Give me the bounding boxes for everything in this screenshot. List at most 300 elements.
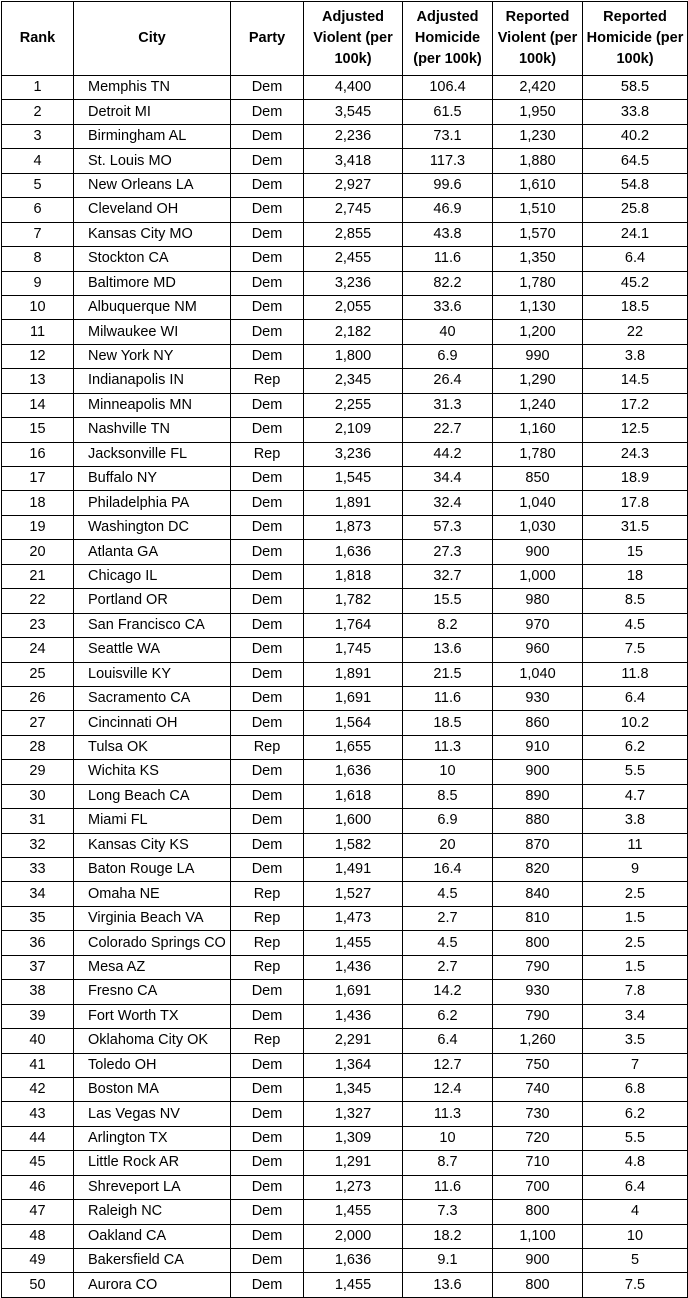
cell-adjusted-violent: 2,055: [304, 295, 403, 319]
cell-city: Boston MA: [74, 1077, 231, 1101]
table-row: [2, 735, 688, 759]
cell-adjusted-homicide: 73.1: [403, 124, 493, 148]
cell-city: Tulsa OK: [74, 735, 231, 759]
cell-reported-violent: 890: [493, 784, 583, 808]
cell-reported-violent: 820: [493, 858, 583, 882]
cell-reported-violent: 900: [493, 540, 583, 564]
cell-party: Dem: [231, 149, 304, 173]
cell-rank: 40: [2, 1029, 74, 1053]
cell-adjusted-violent: 1,691: [304, 686, 403, 710]
cell-rank: 36: [2, 931, 74, 955]
cell-city: Nashville TN: [74, 418, 231, 442]
cell-reported-homicide: 31.5: [583, 515, 688, 539]
cell-adjusted-violent: 1,327: [304, 1102, 403, 1126]
cell-reported-homicide: 25.8: [583, 198, 688, 222]
cell-reported-homicide: 6.2: [583, 1102, 688, 1126]
cell-reported-homicide: 6.4: [583, 1175, 688, 1199]
cell-adjusted-violent: 3,236: [304, 442, 403, 466]
cell-rank: 50: [2, 1273, 74, 1297]
cell-reported-violent: 960: [493, 638, 583, 662]
cell-adjusted-homicide: 9.1: [403, 1249, 493, 1273]
cell-reported-homicide: 3.8: [583, 809, 688, 833]
cell-party: Rep: [231, 369, 304, 393]
cell-reported-violent: 1,570: [493, 222, 583, 246]
cell-adjusted-homicide: 16.4: [403, 858, 493, 882]
table-row: [2, 295, 688, 319]
cell-reported-homicide: 7.5: [583, 1273, 688, 1297]
cell-party: Dem: [231, 1175, 304, 1199]
header-rank: Rank: [2, 2, 74, 76]
cell-rank: 31: [2, 809, 74, 833]
cell-adjusted-homicide: 12.4: [403, 1077, 493, 1101]
cell-reported-homicide: 5.5: [583, 760, 688, 784]
table-body: [2, 76, 688, 1298]
cell-rank: 32: [2, 833, 74, 857]
table-row: [2, 906, 688, 930]
cell-rank: 3: [2, 124, 74, 148]
table-row: [2, 76, 688, 100]
cell-party: Dem: [231, 686, 304, 710]
cell-party: Dem: [231, 1077, 304, 1101]
cell-city: Mesa AZ: [74, 955, 231, 979]
table-row: [2, 540, 688, 564]
table-row: [2, 393, 688, 417]
table-row: [2, 613, 688, 637]
table-row: [2, 369, 688, 393]
cell-adjusted-violent: 1,636: [304, 760, 403, 784]
table-row: [2, 320, 688, 344]
cell-adjusted-homicide: 18.5: [403, 711, 493, 735]
cell-party: Rep: [231, 955, 304, 979]
table-row: [2, 833, 688, 857]
cell-adjusted-homicide: 4.5: [403, 931, 493, 955]
cell-reported-homicide: 10: [583, 1224, 688, 1248]
cell-city: Kansas City MO: [74, 222, 231, 246]
table-row: [2, 1224, 688, 1248]
cell-party: Dem: [231, 393, 304, 417]
cell-city: Portland OR: [74, 589, 231, 613]
cell-adjusted-violent: 2,236: [304, 124, 403, 148]
cell-adjusted-homicide: 6.9: [403, 809, 493, 833]
cell-reported-homicide: 3.8: [583, 344, 688, 368]
cell-adjusted-homicide: 8.2: [403, 613, 493, 637]
cell-city: Cincinnati OH: [74, 711, 231, 735]
cell-adjusted-violent: 1,745: [304, 638, 403, 662]
cell-adjusted-violent: 1,491: [304, 858, 403, 882]
cell-adjusted-violent: 1,291: [304, 1151, 403, 1175]
cell-reported-homicide: 33.8: [583, 100, 688, 124]
cell-rank: 44: [2, 1126, 74, 1150]
cell-reported-violent: 1,780: [493, 271, 583, 295]
cell-adjusted-homicide: 15.5: [403, 589, 493, 613]
table-row: [2, 882, 688, 906]
cell-reported-violent: 1,880: [493, 149, 583, 173]
table-row: [2, 1151, 688, 1175]
cell-adjusted-homicide: 6.4: [403, 1029, 493, 1053]
cell-city: Raleigh NC: [74, 1200, 231, 1224]
table-row: [2, 1249, 688, 1273]
cell-adjusted-homicide: 61.5: [403, 100, 493, 124]
cell-adjusted-violent: 1,436: [304, 955, 403, 979]
cell-adjusted-violent: 1,545: [304, 467, 403, 491]
cell-reported-violent: 1,200: [493, 320, 583, 344]
cell-party: Dem: [231, 1224, 304, 1248]
cell-adjusted-homicide: 33.6: [403, 295, 493, 319]
cell-adjusted-violent: 1,345: [304, 1077, 403, 1101]
cell-adjusted-homicide: 14.2: [403, 980, 493, 1004]
cell-city: Las Vegas NV: [74, 1102, 231, 1126]
cell-reported-violent: 980: [493, 589, 583, 613]
cell-rank: 16: [2, 442, 74, 466]
cell-party: Dem: [231, 173, 304, 197]
cell-adjusted-homicide: 8.5: [403, 784, 493, 808]
cell-city: Long Beach CA: [74, 784, 231, 808]
cell-reported-violent: 2,420: [493, 76, 583, 100]
cell-reported-homicide: 6.4: [583, 247, 688, 271]
city-crime-table-sheet: [1, 1, 687, 1298]
cell-city: St. Louis MO: [74, 149, 231, 173]
cell-party: Rep: [231, 735, 304, 759]
cell-city: Stockton CA: [74, 247, 231, 271]
cell-adjusted-violent: 2,455: [304, 247, 403, 271]
cell-adjusted-homicide: 4.5: [403, 882, 493, 906]
cell-rank: 48: [2, 1224, 74, 1248]
header-reported-violent: Reported Violent (per 100k): [493, 2, 583, 76]
cell-city: Sacramento CA: [74, 686, 231, 710]
cell-city: New York NY: [74, 344, 231, 368]
table-row: [2, 198, 688, 222]
cell-party: Dem: [231, 809, 304, 833]
cell-party: Dem: [231, 589, 304, 613]
cell-reported-homicide: 17.8: [583, 491, 688, 515]
cell-rank: 5: [2, 173, 74, 197]
table-row: [2, 980, 688, 1004]
cell-party: Dem: [231, 418, 304, 442]
cell-reported-homicide: 4.5: [583, 613, 688, 637]
cell-reported-violent: 740: [493, 1077, 583, 1101]
cell-city: Seattle WA: [74, 638, 231, 662]
table-row: [2, 1126, 688, 1150]
table-row: [2, 784, 688, 808]
cell-adjusted-homicide: 106.4: [403, 76, 493, 100]
cell-reported-violent: 930: [493, 980, 583, 1004]
cell-adjusted-homicide: 11.3: [403, 735, 493, 759]
cell-reported-homicide: 11.8: [583, 662, 688, 686]
cell-reported-violent: 900: [493, 1249, 583, 1273]
cell-party: Rep: [231, 1029, 304, 1053]
cell-city: Wichita KS: [74, 760, 231, 784]
header-city: City: [74, 2, 231, 76]
cell-adjusted-homicide: 13.6: [403, 638, 493, 662]
cell-city: Minneapolis MN: [74, 393, 231, 417]
cell-reported-violent: 1,040: [493, 491, 583, 515]
cell-reported-homicide: 24.3: [583, 442, 688, 466]
cell-party: Dem: [231, 980, 304, 1004]
cell-rank: 37: [2, 955, 74, 979]
cell-adjusted-homicide: 18.2: [403, 1224, 493, 1248]
cell-adjusted-violent: 1,455: [304, 931, 403, 955]
cell-reported-violent: 1,000: [493, 564, 583, 588]
cell-adjusted-violent: 1,273: [304, 1175, 403, 1199]
cell-adjusted-violent: 2,000: [304, 1224, 403, 1248]
cell-reported-homicide: 64.5: [583, 149, 688, 173]
cell-party: Dem: [231, 491, 304, 515]
cell-reported-homicide: 5.5: [583, 1126, 688, 1150]
cell-party: Dem: [231, 1151, 304, 1175]
cell-adjusted-homicide: 12.7: [403, 1053, 493, 1077]
cell-party: Dem: [231, 1004, 304, 1028]
cell-city: Fort Worth TX: [74, 1004, 231, 1028]
cell-reported-violent: 1,240: [493, 393, 583, 417]
cell-reported-violent: 800: [493, 1273, 583, 1297]
cell-party: Dem: [231, 1249, 304, 1273]
cell-party: Dem: [231, 1273, 304, 1297]
cell-party: Dem: [231, 515, 304, 539]
cell-reported-violent: 730: [493, 1102, 583, 1126]
cell-adjusted-violent: 2,345: [304, 369, 403, 393]
cell-adjusted-homicide: 2.7: [403, 906, 493, 930]
cell-rank: 47: [2, 1200, 74, 1224]
cell-city: Detroit MI: [74, 100, 231, 124]
cell-reported-violent: 1,350: [493, 247, 583, 271]
cell-city: Kansas City KS: [74, 833, 231, 857]
table-row: [2, 1077, 688, 1101]
table-row: [2, 1004, 688, 1028]
table-row: [2, 271, 688, 295]
cell-adjusted-homicide: 2.7: [403, 955, 493, 979]
cell-city: Memphis TN: [74, 76, 231, 100]
cell-party: Dem: [231, 247, 304, 271]
cell-party: Dem: [231, 467, 304, 491]
cell-adjusted-violent: 1,455: [304, 1273, 403, 1297]
cell-reported-homicide: 58.5: [583, 76, 688, 100]
cell-reported-violent: 880: [493, 809, 583, 833]
cell-party: Dem: [231, 760, 304, 784]
cell-adjusted-violent: 1,782: [304, 589, 403, 613]
cell-reported-violent: 910: [493, 735, 583, 759]
cell-rank: 22: [2, 589, 74, 613]
cell-city: Virginia Beach VA: [74, 906, 231, 930]
cell-reported-homicide: 4.7: [583, 784, 688, 808]
cell-adjusted-homicide: 10: [403, 760, 493, 784]
cell-city: Buffalo NY: [74, 467, 231, 491]
cell-reported-violent: 1,610: [493, 173, 583, 197]
cell-reported-violent: 800: [493, 1200, 583, 1224]
cell-reported-homicide: 3.5: [583, 1029, 688, 1053]
cell-rank: 24: [2, 638, 74, 662]
cell-adjusted-homicide: 21.5: [403, 662, 493, 686]
cell-reported-violent: 790: [493, 955, 583, 979]
cell-rank: 27: [2, 711, 74, 735]
cell-party: Dem: [231, 271, 304, 295]
cell-reported-homicide: 1.5: [583, 955, 688, 979]
table-row: [2, 858, 688, 882]
cell-party: Dem: [231, 320, 304, 344]
table-row: [2, 344, 688, 368]
cell-reported-homicide: 18: [583, 564, 688, 588]
cell-reported-homicide: 22: [583, 320, 688, 344]
cell-adjusted-homicide: 34.4: [403, 467, 493, 491]
cell-reported-violent: 990: [493, 344, 583, 368]
cell-rank: 49: [2, 1249, 74, 1273]
cell-party: Dem: [231, 344, 304, 368]
cell-adjusted-homicide: 11.6: [403, 686, 493, 710]
cell-party: Dem: [231, 711, 304, 735]
table-row: [2, 1175, 688, 1199]
cell-city: Oklahoma City OK: [74, 1029, 231, 1053]
table-row: [2, 491, 688, 515]
cell-reported-violent: 870: [493, 833, 583, 857]
table-row: [2, 149, 688, 173]
cell-adjusted-violent: 1,636: [304, 540, 403, 564]
cell-rank: 23: [2, 613, 74, 637]
cell-reported-violent: 700: [493, 1175, 583, 1199]
cell-party: Dem: [231, 540, 304, 564]
cell-city: Albuquerque NM: [74, 295, 231, 319]
cell-party: Dem: [231, 1102, 304, 1126]
cell-party: Dem: [231, 1053, 304, 1077]
cell-reported-violent: 810: [493, 906, 583, 930]
cell-party: Rep: [231, 931, 304, 955]
cell-party: Dem: [231, 76, 304, 100]
cell-adjusted-violent: 2,109: [304, 418, 403, 442]
cell-reported-homicide: 1.5: [583, 906, 688, 930]
cell-adjusted-homicide: 99.6: [403, 173, 493, 197]
header-reported-homicide: Reported Homicide (per 100k): [583, 2, 688, 76]
cell-adjusted-homicide: 27.3: [403, 540, 493, 564]
cell-adjusted-homicide: 11.3: [403, 1102, 493, 1126]
table-row: [2, 564, 688, 588]
cell-adjusted-homicide: 11.6: [403, 247, 493, 271]
cell-adjusted-violent: 1,473: [304, 906, 403, 930]
cell-reported-homicide: 4.8: [583, 1151, 688, 1175]
header-party: Party: [231, 2, 304, 76]
cell-city: Philadelphia PA: [74, 491, 231, 515]
cell-rank: 7: [2, 222, 74, 246]
cell-rank: 25: [2, 662, 74, 686]
cell-reported-violent: 1,040: [493, 662, 583, 686]
table-row: [2, 931, 688, 955]
cell-city: Fresno CA: [74, 980, 231, 1004]
cell-adjusted-violent: 2,745: [304, 198, 403, 222]
cell-reported-violent: 1,160: [493, 418, 583, 442]
cell-adjusted-homicide: 10: [403, 1126, 493, 1150]
cell-adjusted-homicide: 44.2: [403, 442, 493, 466]
cell-party: Dem: [231, 222, 304, 246]
cell-party: Dem: [231, 198, 304, 222]
cell-adjusted-homicide: 32.4: [403, 491, 493, 515]
cell-city: Atlanta GA: [74, 540, 231, 564]
cell-party: Dem: [231, 858, 304, 882]
cell-adjusted-violent: 4,400: [304, 76, 403, 100]
cell-party: Rep: [231, 442, 304, 466]
cell-party: Rep: [231, 882, 304, 906]
cell-rank: 35: [2, 906, 74, 930]
cell-reported-violent: 840: [493, 882, 583, 906]
cell-rank: 33: [2, 858, 74, 882]
cell-reported-homicide: 45.2: [583, 271, 688, 295]
cell-reported-violent: 1,510: [493, 198, 583, 222]
table-row: [2, 589, 688, 613]
cell-reported-homicide: 40.2: [583, 124, 688, 148]
cell-adjusted-violent: 1,873: [304, 515, 403, 539]
cell-rank: 46: [2, 1175, 74, 1199]
cell-adjusted-homicide: 31.3: [403, 393, 493, 417]
cell-adjusted-homicide: 7.3: [403, 1200, 493, 1224]
cell-adjusted-violent: 1,655: [304, 735, 403, 759]
cell-adjusted-violent: 1,436: [304, 1004, 403, 1028]
table-row: [2, 173, 688, 197]
cell-reported-homicide: 11: [583, 833, 688, 857]
cell-reported-violent: 1,100: [493, 1224, 583, 1248]
cell-adjusted-homicide: 6.2: [403, 1004, 493, 1028]
cell-reported-violent: 1,230: [493, 124, 583, 148]
cell-party: Dem: [231, 613, 304, 637]
cell-reported-homicide: 2.5: [583, 931, 688, 955]
cell-reported-homicide: 24.1: [583, 222, 688, 246]
cell-adjusted-violent: 1,564: [304, 711, 403, 735]
cell-adjusted-homicide: 57.3: [403, 515, 493, 539]
cell-city: Chicago IL: [74, 564, 231, 588]
cell-reported-homicide: 3.4: [583, 1004, 688, 1028]
table-row: [2, 1200, 688, 1224]
cell-reported-homicide: 18.9: [583, 467, 688, 491]
table-row: [2, 1102, 688, 1126]
table-row: [2, 100, 688, 124]
cell-adjusted-homicide: 26.4: [403, 369, 493, 393]
cell-rank: 11: [2, 320, 74, 344]
cell-adjusted-violent: 1,582: [304, 833, 403, 857]
cell-rank: 21: [2, 564, 74, 588]
cell-adjusted-homicide: 20: [403, 833, 493, 857]
cell-party: Dem: [231, 100, 304, 124]
cell-reported-violent: 800: [493, 931, 583, 955]
cell-reported-homicide: 54.8: [583, 173, 688, 197]
cell-adjusted-homicide: 13.6: [403, 1273, 493, 1297]
cell-rank: 45: [2, 1151, 74, 1175]
cell-reported-violent: 860: [493, 711, 583, 735]
cell-city: Shreveport LA: [74, 1175, 231, 1199]
cell-reported-homicide: 9: [583, 858, 688, 882]
cell-reported-homicide: 7.8: [583, 980, 688, 1004]
cell-reported-violent: 1,780: [493, 442, 583, 466]
cell-rank: 8: [2, 247, 74, 271]
cell-reported-homicide: 6.8: [583, 1077, 688, 1101]
table-row: [2, 222, 688, 246]
cell-city: Washington DC: [74, 515, 231, 539]
cell-rank: 17: [2, 467, 74, 491]
cell-adjusted-violent: 3,418: [304, 149, 403, 173]
cell-reported-violent: 850: [493, 467, 583, 491]
cell-rank: 30: [2, 784, 74, 808]
cell-rank: 42: [2, 1077, 74, 1101]
cell-adjusted-violent: 2,182: [304, 320, 403, 344]
cell-party: Dem: [231, 564, 304, 588]
cell-adjusted-violent: 1,818: [304, 564, 403, 588]
cell-reported-violent: 750: [493, 1053, 583, 1077]
cell-city: Miami FL: [74, 809, 231, 833]
cell-city: Oakland CA: [74, 1224, 231, 1248]
cell-reported-violent: 1,130: [493, 295, 583, 319]
table-row: [2, 955, 688, 979]
table-row: [2, 124, 688, 148]
cell-city: Toledo OH: [74, 1053, 231, 1077]
table-row: [2, 638, 688, 662]
cell-rank: 19: [2, 515, 74, 539]
cell-reported-homicide: 14.5: [583, 369, 688, 393]
cell-reported-homicide: 4: [583, 1200, 688, 1224]
header-adjusted-homicide: Adjusted Homicide (per 100k): [403, 2, 493, 76]
